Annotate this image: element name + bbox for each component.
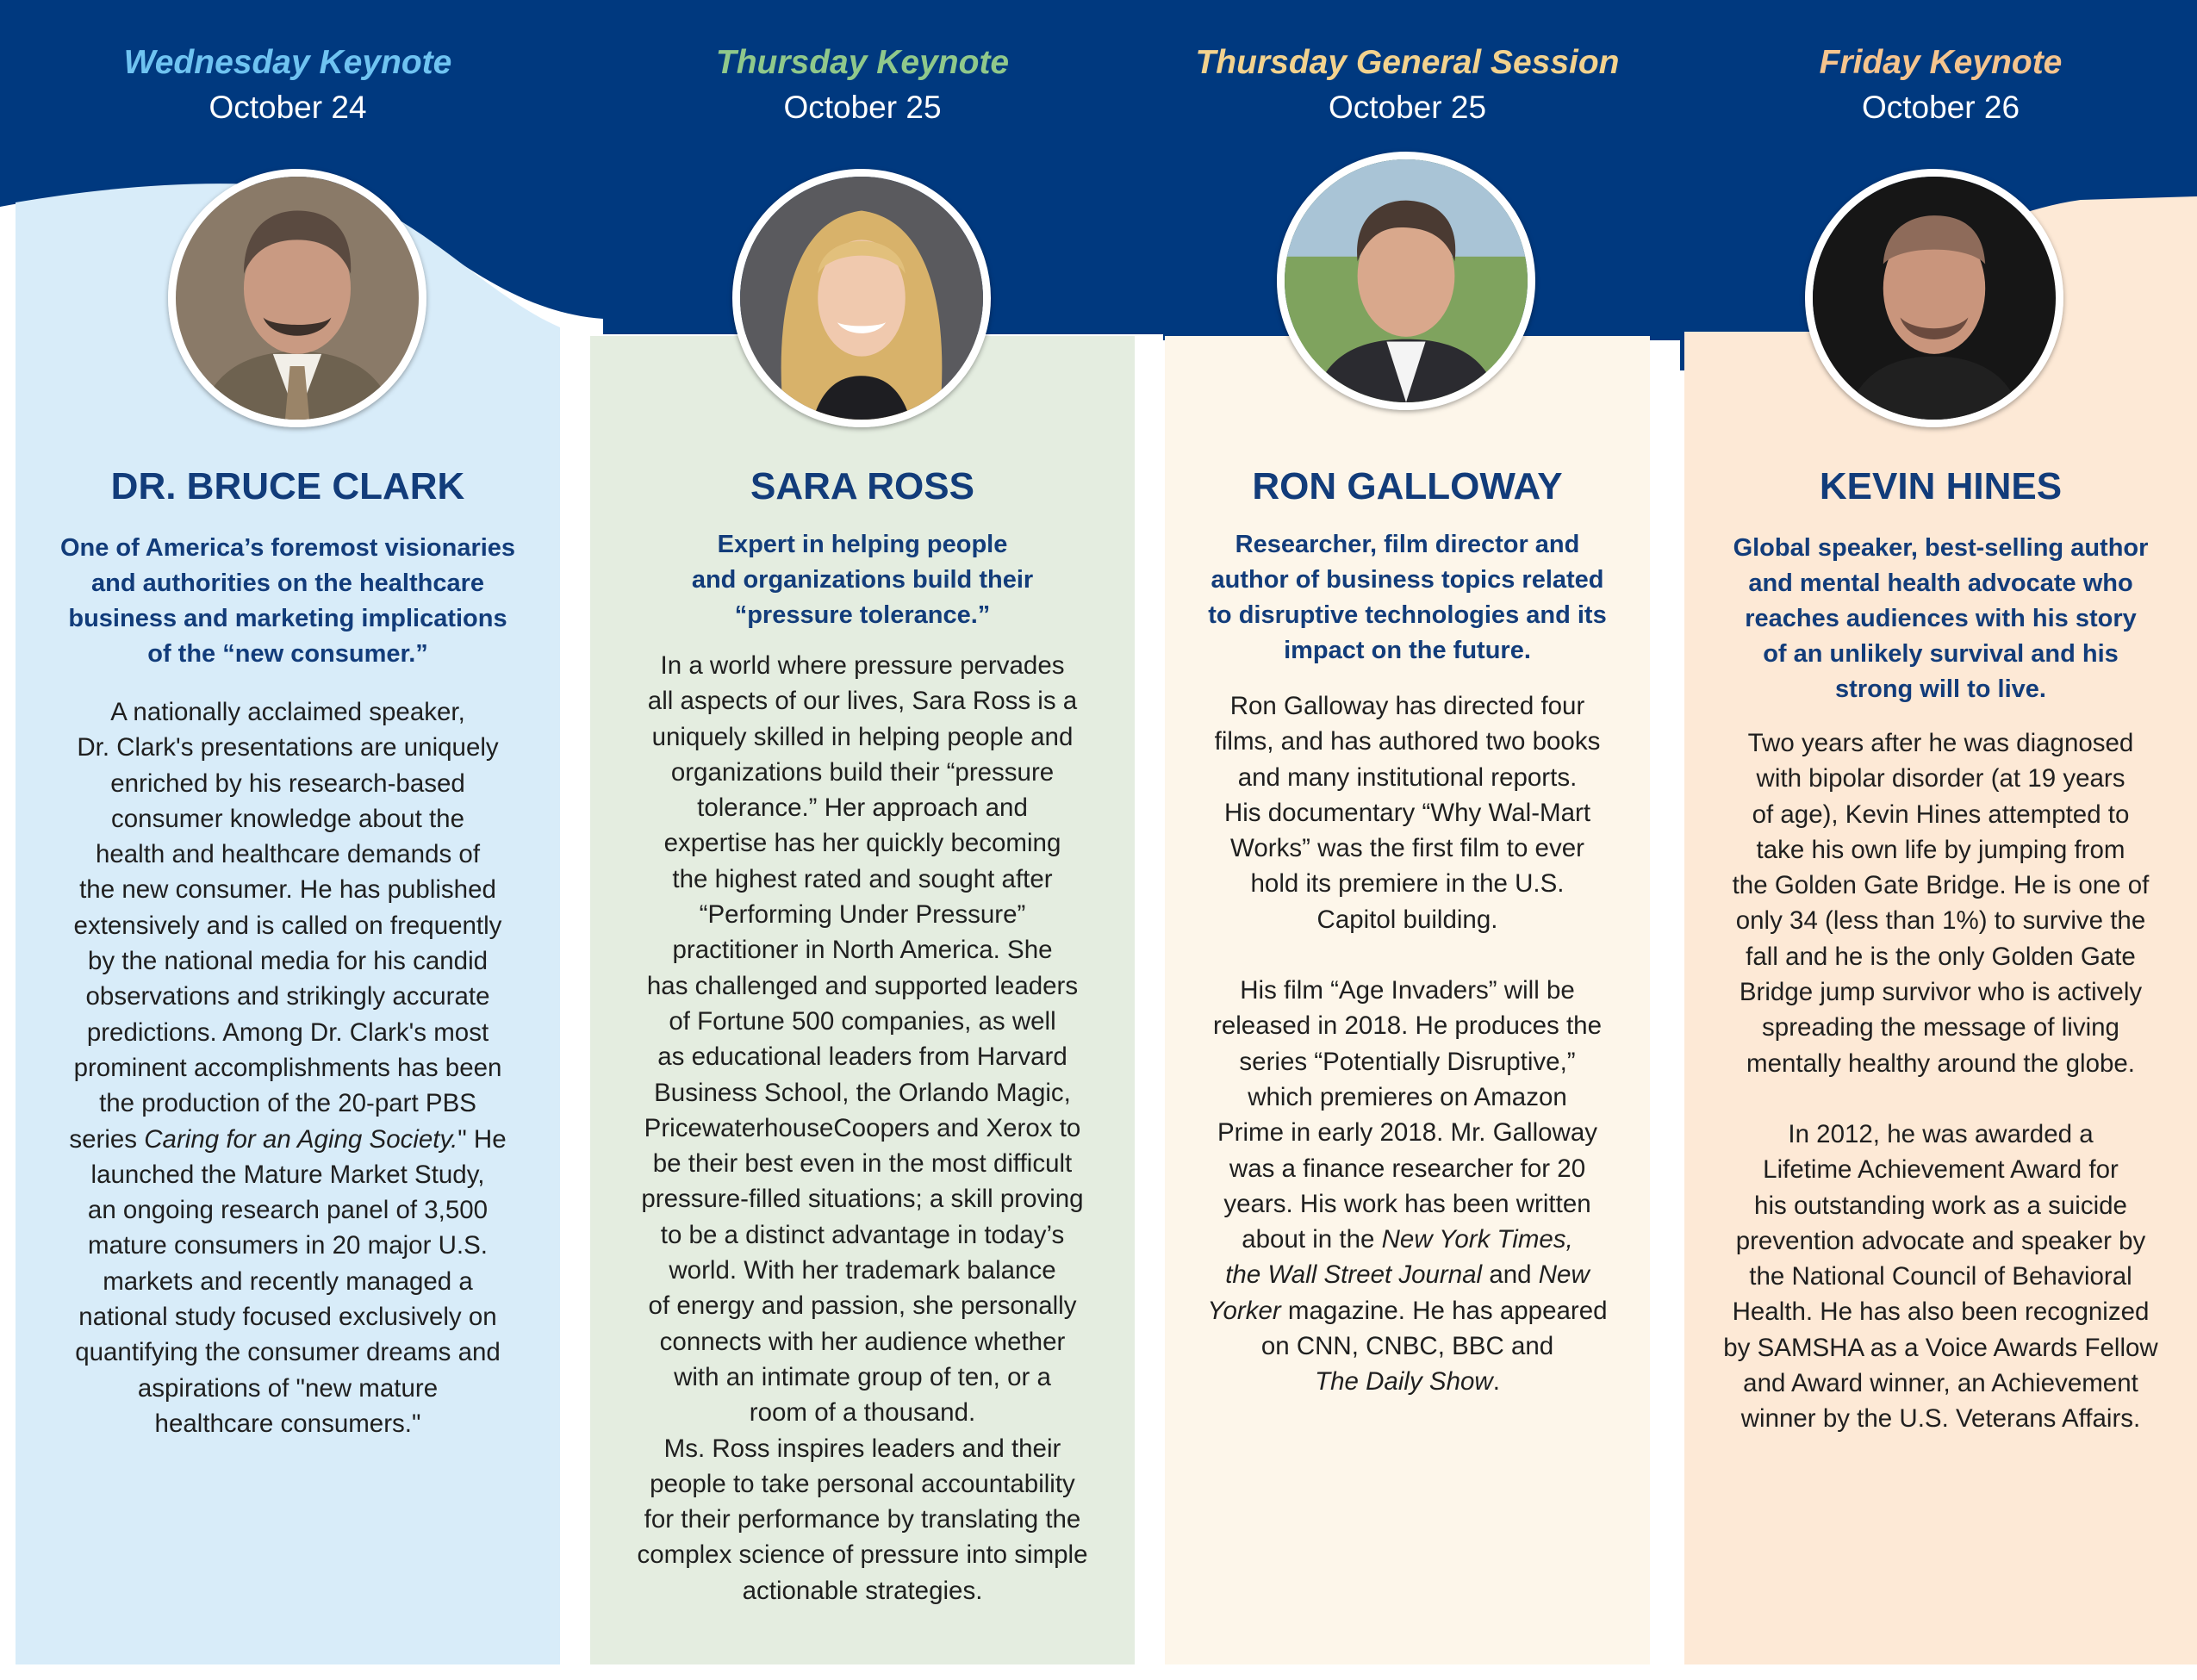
speaker-card-bruce-clark — [16, 0, 560, 1680]
bio-line: launched the Mature Market Study, — [90, 1160, 485, 1189]
bio-line: fall and he is the only Golden Gate — [1746, 942, 2136, 971]
bio-line: the National Council of Behavioral — [1749, 1262, 2132, 1291]
tagline-line: and organizations build their — [691, 566, 1034, 594]
session-label: Friday Keynote — [1819, 44, 2063, 81]
bio-line: In 2012, he was awarded a — [1788, 1119, 2094, 1148]
bio-line: with bipolar disorder (at 19 years — [1756, 764, 2125, 793]
bio-paragraph — [616, 648, 1109, 1431]
bio-line: for their performance by translating the — [644, 1505, 1081, 1534]
portrait-kevin-hines-icon — [1805, 169, 2063, 427]
session-date: October 26 — [1861, 90, 2020, 125]
bio-line: national study focused exclusively on — [78, 1303, 497, 1332]
speaker-name: DR. BRUCE CLARK — [110, 465, 465, 507]
bio-line: aspirations of "new mature — [137, 1373, 439, 1403]
bio-line: hold its premiere in the U.S. — [1250, 869, 1565, 899]
bio-line: winner by the U.S. Veterans Affairs. — [1740, 1404, 2141, 1434]
bio-line: be their best even in the most difficult — [652, 1149, 1073, 1179]
bio-line: by SAMSHA as a Voice Awards Fellow — [1723, 1333, 2158, 1362]
bio-line: In a world where pressure pervades — [660, 651, 1065, 680]
bio-line: The Daily Show. — [1315, 1367, 1500, 1397]
bio-line: of age), Kevin Hines attempted to — [1752, 800, 2130, 829]
speaker-tagline — [50, 531, 526, 672]
speaker-bio — [41, 694, 534, 1441]
bio-line: organizations build their “pressure — [670, 757, 1055, 787]
bio-line: health and healthcare demands of — [95, 840, 481, 869]
bio-line: tolerance.” Her approach and — [697, 793, 1028, 823]
speaker-card-ron-galloway — [1165, 0, 1650, 1680]
tagline-line: of an unlikely survival and his — [1763, 640, 2119, 668]
bio-line: with an intimate group of ten, or a — [674, 1362, 1051, 1391]
bio-line: people to take personal accountability — [650, 1469, 1075, 1498]
speaker-bio — [1697, 725, 2184, 1437]
session-date: October 24 — [208, 90, 367, 125]
speaker-tagline — [1182, 527, 1633, 669]
bio-line: predictions. Among Dr. Clark's most — [86, 1017, 489, 1047]
bio-line: series Caring for an Aging Society." He — [69, 1124, 507, 1154]
tagline-line: to disruptive technologies and its — [1208, 601, 1607, 629]
bio-line: enriched by his research-based — [110, 768, 465, 798]
bio-line: His film “Age Invaders” will be — [1240, 976, 1575, 1005]
bio-line: Bridge jump survivor who is actively — [1739, 978, 2143, 1007]
bio-line: his outstanding work as a suicide — [1754, 1191, 2127, 1220]
tagline-line: reaches audiences with his story — [1745, 605, 2137, 632]
bio-line: Ron Galloway has directed four — [1229, 692, 1585, 720]
bio-line: Prime in early 2018. Mr. Galloway — [1217, 1118, 1598, 1148]
bio-line: world. With her trademark balance — [669, 1256, 1056, 1285]
tagline-line: author of business topics related — [1211, 566, 1604, 594]
bio-paragraph — [616, 1431, 1109, 1608]
bio-line: years. His work has been written — [1223, 1189, 1591, 1218]
bio-line: His documentary “Why Wal-Mart — [1223, 798, 1591, 827]
bio-line: films, and has authored two books — [1214, 727, 1601, 756]
session-label: Thursday General Session — [1195, 44, 1620, 81]
bio-line: to be a distinct advantage in today’s — [660, 1220, 1065, 1249]
bio-line: PricewaterhouseCoopers and Xerox to — [644, 1113, 1081, 1142]
bio-line: prevention advocate and speaker by — [1735, 1226, 2146, 1255]
bio-line: the Wall Street Journal and New — [1225, 1260, 1590, 1290]
bio-line: extensively and is called on frequently — [73, 911, 502, 940]
bio-line: mentally healthy around the globe. — [1746, 1048, 2135, 1078]
bio-line: connects with her audience whether — [659, 1327, 1066, 1356]
bio-line: uniquely skilled in helping people and — [651, 722, 1074, 751]
bio-line: Two years after he was diagnosed — [1747, 729, 2134, 757]
tagline-line: “pressure tolerance.” — [734, 601, 991, 629]
speaker-card-sara-ross — [590, 0, 1135, 1680]
session-date: October 25 — [1328, 90, 1487, 125]
bio-line: Works” was the first film to ever — [1230, 834, 1584, 863]
bio-line: by the national media for his candid — [87, 947, 489, 976]
bio-line: an ongoing research panel of 3,500 — [87, 1196, 489, 1225]
bio-line: as educational leaders from Harvard — [657, 1042, 1067, 1072]
speaker-bio — [616, 648, 1109, 1608]
bio-line: Capitol building. — [1316, 905, 1498, 934]
bio-line: released in 2018. He produces the — [1213, 1011, 1602, 1041]
bio-line: spreading the message of living — [1762, 1013, 2119, 1042]
speaker-name: SARA ROSS — [750, 465, 974, 507]
speaker-name: KEVIN HINES — [1819, 465, 2063, 507]
bio-line: room of a thousand. — [749, 1398, 976, 1428]
bio-line: consumer knowledge about the — [111, 804, 464, 833]
bio-paragraph — [1178, 973, 1637, 1400]
portrait-sara-ross-icon — [732, 169, 991, 427]
bio-line: “Performing Under Pressure” — [699, 900, 1026, 930]
bio-line: markets and recently managed a — [103, 1266, 473, 1296]
bio-line: complex science of pressure into simple — [637, 1540, 1088, 1570]
bio-line: all aspects of our lives, Sara Ross is a — [647, 687, 1078, 716]
speaker-card-kevin-hines — [1684, 0, 2197, 1680]
bio-line: pressure-filled situations; a skill proving — [641, 1185, 1084, 1214]
bio-line: which premieres on Amazon — [1248, 1082, 1567, 1111]
bio-line: quantifying the consumer dreams and — [75, 1338, 501, 1367]
bio-line: was a finance researcher for 20 — [1229, 1154, 1586, 1183]
tagline-line: One of America’s foremost visionaries — [59, 534, 516, 562]
tagline-line: of the “new consumer.” — [147, 640, 428, 668]
bio-paragraph — [1697, 725, 2184, 1081]
bio-line: the Golden Gate Bridge. He is one of — [1732, 871, 2150, 900]
bio-line: expertise has her quickly becoming — [663, 829, 1061, 858]
tagline-line: impact on the future. — [1284, 637, 1531, 664]
bio-line: healthcare consumers." — [154, 1409, 421, 1438]
bio-line: series “Potentially Disruptive,” — [1239, 1047, 1576, 1076]
speaker-bio — [1178, 688, 1637, 1400]
bio-line: prominent accomplishments has been — [73, 1053, 502, 1082]
bio-line: Lifetime Achievement Award for — [1763, 1155, 2119, 1185]
bio-paragraph — [41, 694, 534, 1441]
bio-line: and Award winner, an Achievement — [1743, 1369, 2138, 1398]
bio-paragraph — [1697, 1117, 2184, 1437]
session-label: Wednesday Keynote — [123, 44, 452, 81]
bio-line: about in the New York Times, — [1242, 1225, 1573, 1254]
bio-line: practitioner in North America. She — [672, 936, 1053, 965]
bio-line: Yorker magazine. He has appeared — [1207, 1296, 1608, 1325]
bio-paragraph — [1178, 688, 1637, 937]
tagline-line: Researcher, film director and — [1235, 531, 1580, 558]
bio-line: the new consumer. He has published — [79, 875, 496, 905]
bio-line: Ms. Ross inspires leaders and their — [663, 1434, 1061, 1463]
portrait-bruce-clark-icon — [168, 169, 426, 427]
bio-line: of Fortune 500 companies, as well — [669, 1006, 1056, 1036]
tagline-line: Global speaker, best-selling author — [1733, 534, 2149, 562]
bio-line: on CNN, CNBC, BBC and — [1260, 1332, 1554, 1361]
bio-line: of energy and passion, she personally — [648, 1291, 1077, 1321]
bio-line: Health. He has also been recognized — [1732, 1297, 2150, 1327]
bio-line: take his own life by jumping from — [1756, 835, 2125, 864]
bio-line: and many institutional reports. — [1237, 762, 1578, 792]
speaker-tagline — [625, 527, 1100, 633]
speaker-tagline — [1702, 531, 2180, 707]
bio-line: Business School, the Orlando Magic, — [654, 1078, 1071, 1107]
tagline-line: Expert in helping people — [717, 531, 1008, 558]
speaker-name: RON GALLOWAY — [1252, 465, 1563, 507]
session-date: October 25 — [783, 90, 942, 125]
session-label: Thursday Keynote — [715, 44, 1010, 81]
bio-line: mature consumers in 20 major U.S. — [88, 1231, 488, 1260]
bio-line: has challenged and supported leaders — [646, 971, 1079, 1000]
tagline-line: and mental health advocate who — [1748, 569, 2133, 597]
bio-line: Dr. Clark's presentations are uniquely — [77, 733, 499, 762]
bio-line: A nationally acclaimed speaker, — [110, 698, 465, 726]
bio-line: the production of the 20-part PBS — [99, 1089, 476, 1118]
tagline-line: business and marketing implications — [68, 605, 507, 632]
bio-line: the highest rated and sought after — [672, 864, 1053, 893]
tagline-line: strong will to live. — [1835, 675, 2046, 703]
bio-line: actionable strategies. — [742, 1576, 983, 1605]
portrait-ron-galloway-icon — [1277, 152, 1535, 410]
bio-line: observations and strikingly accurate — [85, 982, 490, 1011]
bio-line: only 34 (less than 1%) to survive the — [1735, 906, 2146, 936]
tagline-line: and authorities on the healthcare — [90, 569, 485, 597]
